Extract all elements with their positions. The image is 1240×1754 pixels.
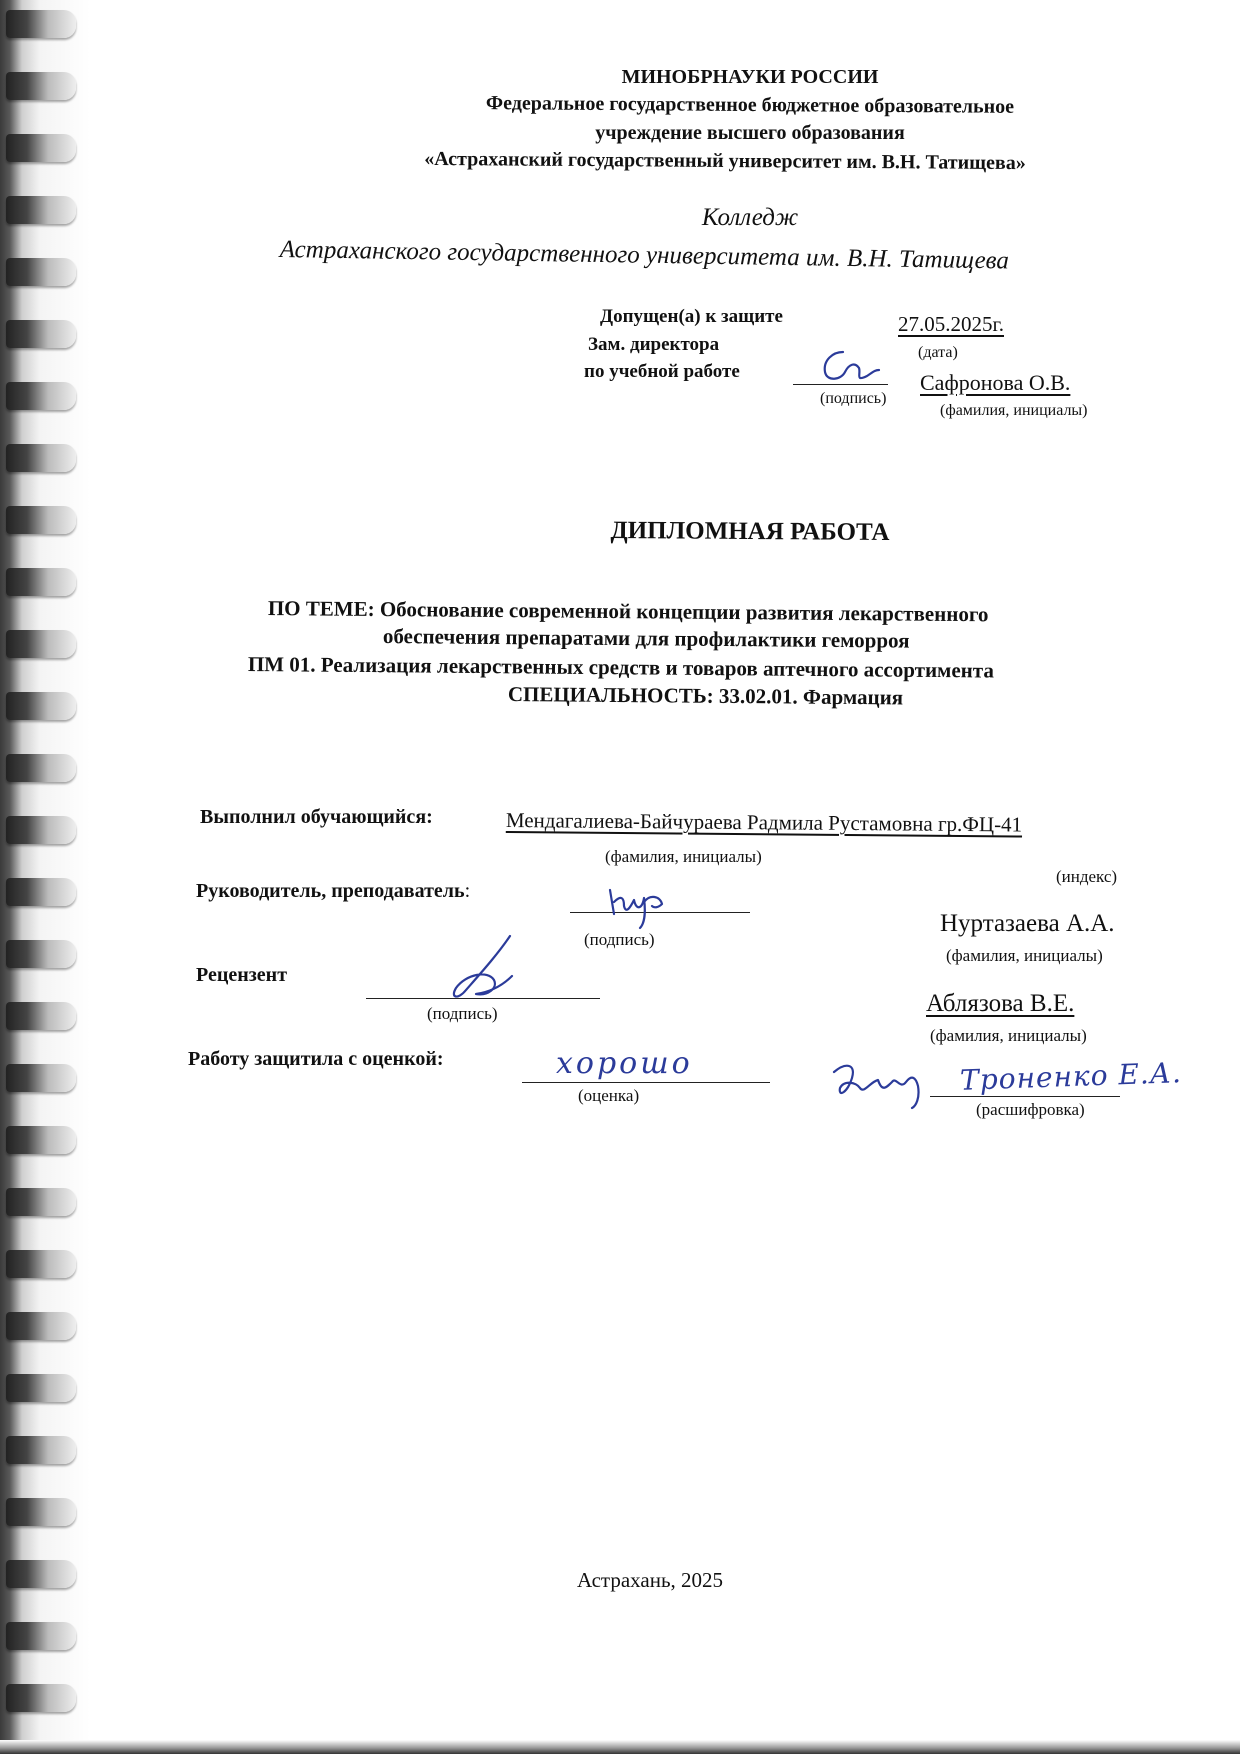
binding-coil xyxy=(6,1126,76,1154)
approval-date-caption: (дата) xyxy=(918,344,958,361)
binding-coil xyxy=(6,1622,76,1650)
binding-coil xyxy=(6,320,76,348)
supervisor-name-caption: (фамилия, инициалы) xyxy=(946,946,1103,965)
binding-coil xyxy=(6,1436,76,1464)
approval-name-value: Сафронова О.В. xyxy=(920,370,1071,395)
student-index-caption: (индекс) xyxy=(1056,867,1118,886)
student-value: Мендагалиева-Байчураева Радмила Рустамовна гр.ФЦ-41 xyxy=(505,808,1023,837)
binding-coil xyxy=(6,568,76,596)
specialty-line: СПЕЦИАЛЬНОСТЬ: 33.02.01. Фармация xyxy=(507,682,904,710)
approval-name-caption: (фамилия, инициалы) xyxy=(940,402,1088,419)
grade-line xyxy=(522,1082,770,1083)
binding-coil xyxy=(6,630,76,658)
topic-line-2: обеспечения препаратами для профилактики геморроя xyxy=(382,624,910,653)
module-line: ПМ 01. Реализация лекарственных средств и товаров аптечного ассортимента xyxy=(247,652,995,683)
admitted-label: Допущен(а) к защите xyxy=(600,306,783,327)
binding-coil xyxy=(6,754,76,782)
defense-label: Работу защитила с оценкой: xyxy=(188,1048,444,1070)
student-name-caption: (фамилия, инициалы) xyxy=(605,847,762,866)
binding-coil xyxy=(6,506,76,534)
supervisor-signature xyxy=(600,884,680,932)
binding-coil xyxy=(6,382,76,410)
binding-coil xyxy=(6,940,76,968)
decode-caption: (расшифровка) xyxy=(976,1100,1085,1119)
binding-coil xyxy=(6,196,76,224)
binding-coil xyxy=(6,878,76,906)
binding-coil xyxy=(6,1684,76,1712)
grade-caption: (оценка) xyxy=(578,1086,640,1105)
approval-signature xyxy=(815,346,885,390)
reviewer-signature xyxy=(440,930,540,1010)
college-line-1: Колледж xyxy=(701,204,799,231)
reviewer-name-value: Аблязова В.Е. xyxy=(926,990,1075,1017)
binding-coil xyxy=(6,1064,76,1092)
topic-line-1: ПО ТЕМЕ: Обоснование современной концепции развития лекарственного xyxy=(267,596,989,627)
page-bottom-edge xyxy=(0,1740,1240,1754)
reviewer-name-caption: (фамилия, инициалы) xyxy=(930,1026,1087,1045)
binding-coil xyxy=(6,816,76,844)
institution-line-3: «Астраханский государственный университет им. В.Н. Татищева» xyxy=(424,147,1026,175)
binding-coil xyxy=(6,1188,76,1216)
role-label: по учебной работе xyxy=(584,361,740,382)
student-label: Выполнил обучающийся: xyxy=(200,806,433,828)
ministry-name: МИНОБРНАУКИ РОССИИ xyxy=(621,66,879,88)
binding-coil xyxy=(6,444,76,472)
binding-coil xyxy=(6,72,76,100)
approval-date-value: 27.05.2025г. xyxy=(898,312,1004,336)
binding-coil xyxy=(6,1560,76,1588)
decode-line xyxy=(930,1096,1120,1097)
decode-value: Троненко Е.А. xyxy=(959,1056,1183,1097)
chair-signature xyxy=(826,1052,936,1112)
binding-coil xyxy=(6,1498,76,1526)
binding-coil xyxy=(6,10,76,38)
supervisor-signature-caption: (подпись) xyxy=(584,930,655,949)
binding-coil xyxy=(6,1312,76,1340)
institution-line-1: Федеральное государственное бюджетное образовательное xyxy=(485,92,1015,118)
binding-coil xyxy=(6,258,76,286)
document-title: ДИПЛОМНАЯ РАБОТА xyxy=(610,517,890,546)
binding-coil xyxy=(6,134,76,162)
city-year: Астрахань, 2025 xyxy=(576,1568,724,1592)
grade-value: хорошо xyxy=(556,1046,693,1081)
reviewer-signature-caption: (подпись) xyxy=(427,1004,498,1023)
spiral-binding xyxy=(0,0,90,1754)
binding-coil xyxy=(6,1002,76,1030)
binding-coil xyxy=(6,692,76,720)
approval-signature-caption: (подпись) xyxy=(820,390,887,407)
institution-line-2: учреждение высшего образования xyxy=(595,122,905,144)
supervisor-name-value: Нуртазаева А.А. xyxy=(940,910,1115,937)
supervisor-label: Руководитель, преподаватель: xyxy=(196,880,471,902)
binding-coil xyxy=(6,1250,76,1278)
deputy-label: Зам. директора xyxy=(588,334,720,355)
reviewer-label: Рецензент xyxy=(196,964,288,986)
college-line-2: Астраханского государственного университета им. В.Н. Татищева xyxy=(279,236,1010,275)
binding-coil xyxy=(6,1374,76,1402)
